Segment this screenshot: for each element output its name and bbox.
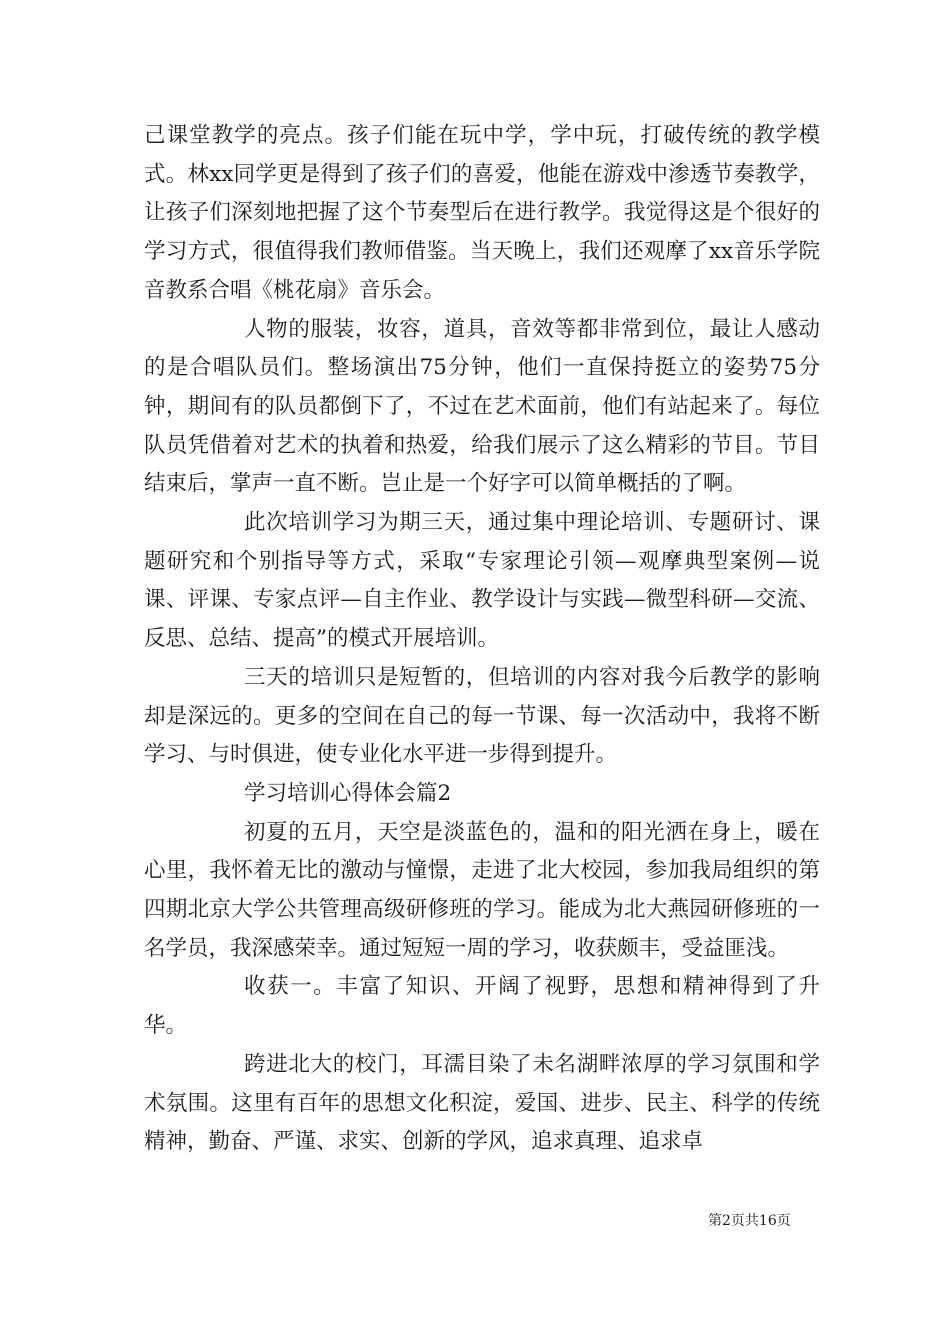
paragraph-peking-university: 跨进北大的校门，耳濡目染了未名湖畔浓厚的学习氛围和学术氛围。这里有百年的思想文化积淀，爱国、进步、民主、科学的传统精神，勤奋、严谨、求实、创新的学风，追求真理、追求卓 xyxy=(144,1051,820,1155)
paragraph-training-summary: 三天的培训只是短暂的，但培训的内容对我今后教学的影响却是深远的。更多的空间在自己的每一节课、每一次活动中，我将不断学习、与时俱进，使专业化水平进一步得到提升。 xyxy=(144,664,820,768)
paragraph-continued: 己课堂教学的亮点。孩子们能在玩中学，学中玩，打破传统的教学模式。林xx同学更是得到了孩子们的喜爱，他能在游戏中渗透节奏教学，让孩子们深刻地把握了这个节奏型后在进行教学。我觉得这是个很好的学习方式，很值得我们教师借鉴。当天晚上，我们还观摩了xx音乐学院音教系合唱《桃花扇》音乐会。 xyxy=(144,123,820,303)
paragraph-training-format: 此次培训学习为期三天，通过集中理论培训、专题研讨、课题研究和个别指导等方式，采取“专家理论引领—观摩典型案例—说课、评课、专家点评—自主作业、教学设计与实践—微型科研—交流、反思、总结、提高”的模式开展培训。 xyxy=(144,510,820,652)
document-body xyxy=(144,117,820,1162)
paragraph-gain-one: 收获一。丰富了知识、开阔了视野，思想和精神得到了升华。 xyxy=(144,974,820,1039)
section-heading: 学习培训心得体会篇2 xyxy=(244,780,452,806)
paragraph-concert: 人物的服装，妆容，道具，音效等都非常到位，最让人感动的是合唱队员们。整场演出75分钟，他们一直保持挺立的姿势75分钟，期间有的队员都倒下了，不过在艺术面前，他们有站起来了。每位队员凭借着对艺术的执着和热爱，给我们展示了这么精彩的节目。节目结束后，掌声一直不断。岂止是一个好字可以简单概括的了啊。 xyxy=(144,316,820,497)
page-number-footer: 第2页共16页 xyxy=(708,1213,791,1229)
paragraph-early-summer: 初夏的五月，天空是淡蓝色的，温和的阳光洒在身上，暖在心里，我怀着无比的激动与憧憬，走进了北大校园，参加我局组织的第四期北京大学公共管理高级研修班的学习。能成为北大燕园研修班的一名学员，我深感荣幸。通过短短一周的学习，收获颇丰，受益匪浅。 xyxy=(144,819,820,961)
